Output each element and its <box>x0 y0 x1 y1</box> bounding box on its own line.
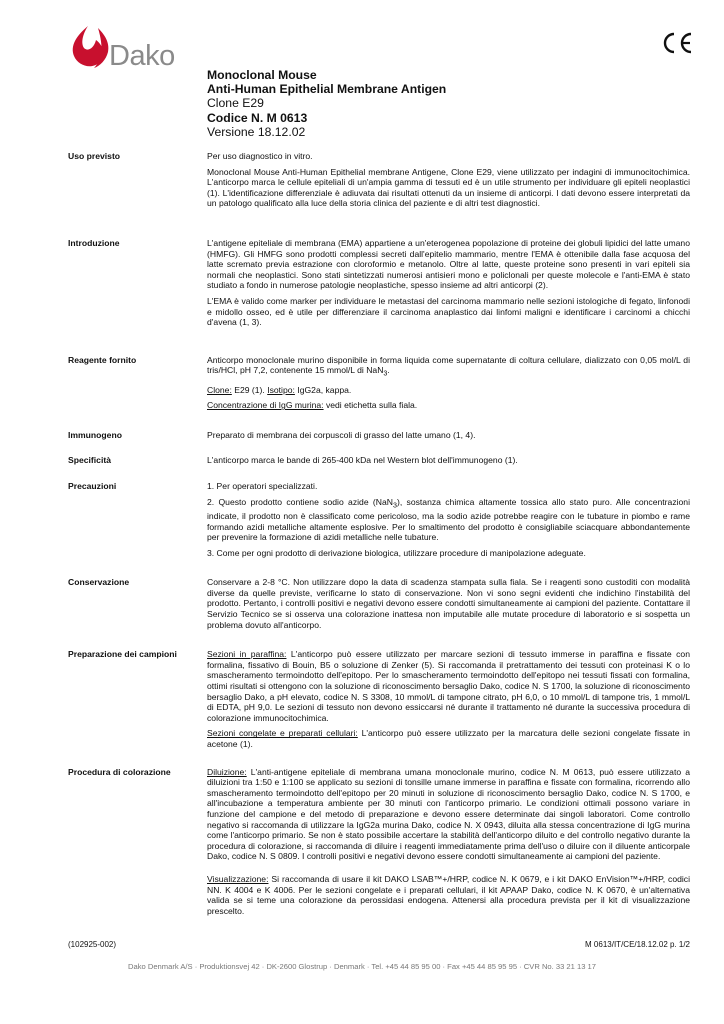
text: L'anticorpo può essere utilizzato per la marcatura delle sezioni congelate fissate in acetone (1). <box>207 728 690 749</box>
paragraph: L'antigene epiteliale di membrana (EMA) appartiene a un'eterogenea popolazione di proteine dei globuli lipidici del latte umano (HMFG). Gli HMFG sono prodotti complessi secreti dall'epitelio mammario, mentre l'EMA è ottenibile dalla fase acquosa del latte scremato previa estrazione con cloroformio e metanolo. Oltre al latte, queste proteine sono presenti in vari epiteli sia normali che neoplastici. Sono stati sintetizzati numerosi antisieri mono e policlonali per queste molecole e l'anti-EMA è stato studiato a fondo in numerose patologie neoplastiche, spesso insieme ad altri anticorpi (2). <box>207 237 690 291</box>
subheading: Diluizione: <box>207 766 247 777</box>
subheading: Sezioni congelate e preparati cellulari: <box>207 728 358 739</box>
paragraph <box>207 497 690 543</box>
conc-label: Concentrazione di IgG murina: <box>207 400 324 411</box>
isotipo-label: Isotipo: <box>267 384 295 395</box>
text: L'anti-antigene epiteliale di membrana umana monoclonale murino, codice N. M 0613, può essere utilizzato a diluizioni tra 1:50 e 1:100 se applicato su sezioni di tonsille umane immerse in paraffina e fissate con formalina, ricorrendo allo smascheramento termoindotto dell'epitopo per 20 minuti in soluzione di riconoscimento bersaglio Dako, codice N. S 1700, e all'incubazione a temperatura ambiente per 30 minuti con l'anticorpo primario. Le condizioni ottimali possono variare in funzione del campione e del metodo di preparazione e devono essere determinate dai singoli laboratori. Come controllo negativo si raccomanda di utilizzare la IgG2a murina Dako, codice N. X 0943, diluita alla stessa concentrazione di IgG murina come l'anticorpo primario. Se non è stato possibile accertare la stabilità dell'anticorpo diluito e del controllo negativo durante la procedura di colorazione, si raccomanda di diluire i reagenti immediatamente prima dell'uso o diluire con il diluente anticorpale Dako, codice N. S 0809. I controlli positivi e negativi devono essere condotti simultaneamente ai campioni del paziente. <box>207 766 690 862</box>
section-label: Specificità <box>68 455 111 466</box>
section-label: Preparazione dei campioni <box>68 649 177 660</box>
paragraph: 1. Per operatori specializzati. <box>207 481 318 491</box>
section-uso-previsto <box>68 151 690 214</box>
paragraph: Conservare a 2-8 °C. Non utilizzare dopo la data di scadenza stampata sulla fiala. Se i reagenti sono custoditi con modalità diverse da quelle previste, verificarne lo stato di conservazione. Non vi sono segni evidenti che indichino l'instabilità del prodotto. Pertanto, i controlli positivi e negativi devono essere condotti simultaneamente ai campioni del paziente. Contattare il Servizio Tecnico se si osserva una colorazione inattesa non imputabile alle mutate procedure di laboratorio e si sospetta un problema dovuto all'anticorpo. <box>207 577 690 630</box>
subscript: 3 <box>392 501 397 510</box>
paragraph <box>207 400 690 411</box>
paragraph <box>207 728 690 749</box>
paragraph: 3. Come per ogni prodotto di derivazione biologica, utilizzare procedure di manipolazione adeguate. <box>207 547 586 558</box>
text: vedi etichetta sulla fiala. <box>323 400 418 411</box>
section-label: Introduzione <box>68 237 120 248</box>
document-sections <box>68 151 690 921</box>
section-specificita <box>68 455 690 471</box>
paragraph: L'anticorpo marca le bande di 265-400 kDa nel Western blot dell'immunogeno (1). <box>207 455 518 466</box>
text: . <box>387 365 390 376</box>
footer-address: Dako Denmark A/S · Produktionsvej 42 · DK-2600 Glostrup · Denmark · Tel. +45 44 85 95 00 · Fax +45 44 85 95 95 · CVR No. 33 21 13 17 <box>128 962 596 971</box>
section-immunogeno <box>68 430 690 446</box>
section-precauzioni <box>68 481 690 563</box>
section-conservazione <box>68 577 690 635</box>
paragraph: L'EMA è valido come marker per individuare le metastasi del carcinoma mammario nelle sezioni istologiche di fegato, linfonodi e midollo osseo, ed è utile per differenziare il carcinoma anaplastico dai linfomi maligni e identificare i carcinomi a chicchi d'avena (1, 3). <box>207 295 690 328</box>
section-label: Conservazione <box>68 577 130 588</box>
section-label: Reagente fornito <box>68 354 137 365</box>
paragraph: Monoclonal Mouse Anti-Human Epithelial membrane Antigene, Clone E29, viene utilizzato per indagini di immunocitochimica. L'anticorpo marca le cellule epiteliali di un'ampia gamma di tessuti ed è un utile strumento per individuare gli epiteli neoplastici (1). L'identificazione differenziale è adiuvata dai risultati ottenuti da un insieme di anticorpi. I dati devono essere interpretati da un patologo qualificato alla luce della storia clinica del paziente e di altri test diagnostici. <box>207 166 690 209</box>
logo-wordmark: Dako <box>109 40 175 72</box>
ce-mark-icon <box>660 32 694 54</box>
paragraph: Per uso diagnostico in vitro. <box>207 151 313 161</box>
section-label: Precauzioni <box>68 481 117 491</box>
text: IgG2a, kappa. <box>294 384 352 395</box>
section-reagente <box>68 355 690 416</box>
version-line: Versione 18.12.02 <box>207 124 306 139</box>
paragraph: Preparato di membrana dei corpuscoli di grasso del latte umano (1, 4). <box>207 429 476 440</box>
paragraph <box>207 874 690 916</box>
section-procedura <box>68 767 690 922</box>
footer-page-ref: M 0613/IT/CE/18.12.02 p. 1/2 <box>585 940 690 949</box>
product-title-block <box>207 68 687 139</box>
footer-doc-number: (102925-002) <box>68 940 117 949</box>
paragraph <box>207 385 690 396</box>
title-line2: Anti-Human Epithelial Membrane Antigen <box>207 82 447 97</box>
paragraph <box>207 767 690 862</box>
text: E29 (1). <box>231 384 268 395</box>
clone-line: Clone E29 <box>207 96 264 111</box>
text: Anticorpo monoclonale murino disponibile in forma liquida come supernatante di coltura cellulare, dializzato con 0,05 mol/L di tris/HCl, pH 7,2, contenente 15 mmol/L di NaN <box>207 354 690 376</box>
code-line: Codice N. M 0613 <box>207 110 308 125</box>
text: 2. Questo prodotto contiene sodio azide (NaN <box>207 496 393 507</box>
subscript: 3 <box>383 370 388 379</box>
clone-label: Clone: <box>207 384 232 395</box>
section-label: Immunogeno <box>68 429 122 440</box>
paragraph <box>207 649 690 723</box>
text: Si raccomanda di usare il kit DAKO LSAB™+/HRP, codice N. K 0679, e i kit DAKO EnVision™+/HRP, codici NN. K 4004 e K 4006. Per le sezioni congelate e i preparati cellulari, il kit APAAP Dako, codice N. K 0670, è un'alternativa valida se si teme una colorazione da perossidasi endogena. Attenersi alla procedura prevista per il kit di visualizzazione prescelto. <box>207 873 690 916</box>
subheading: Sezioni in paraffina: <box>207 649 287 660</box>
subheading: Visualizzazione: <box>207 873 269 884</box>
paragraph <box>207 355 690 380</box>
section-preparazione <box>68 649 690 754</box>
text: ), sostanza chimica altamente tossica allo stato puro. Alle concentrazioni indicate, il prodotto non è classificato come pericoloso, ma la sodio azide potrebbe reagire con le tubature in piombo e rame formando azidi metalliche altamente esplosive. Per lo smaltimento del prodotto è consigliabile sciacquare abbondantemente per prevenire la formazione di azidi metalliche nelle tubature. <box>207 496 690 543</box>
section-introduzione <box>68 238 690 333</box>
text: L'anticorpo può essere utilizzato per marcare sezioni di tessuto immerse in paraffina e fissate con formalina, fissativo di Bouin, B5 o soluzione di Zenker (5). Si raccomanda il pretrattamento dei tessuti con proteinasi K o lo smascheramento termoindotto dell'epitopo. Per lo smascheramento termoindotto dell'epitopo nei tessuti fissati con formalina, ottimi risultati si ottengono con la soluzione di riconoscimento bersaglio Dako, codice N. S 1700, la soluzione di riconoscimento bersaglio Dako, a pH elevato, codice N. S 3308, 10 mmol/L di tampone citrato, pH 6,0, o 10 mmol/L di tampone tris, 1 mmol/L di EDTA, pH 9,0. Le sezioni di tessuto non devono essiccarsi né durante il trattamento né durante la successiva procedura di colorazione immunocitochimica. <box>207 649 690 723</box>
section-label: Uso previsto <box>68 151 121 161</box>
title-line1: Monoclonal Mouse <box>207 68 317 82</box>
section-label: Procedura di colorazione <box>68 766 171 777</box>
